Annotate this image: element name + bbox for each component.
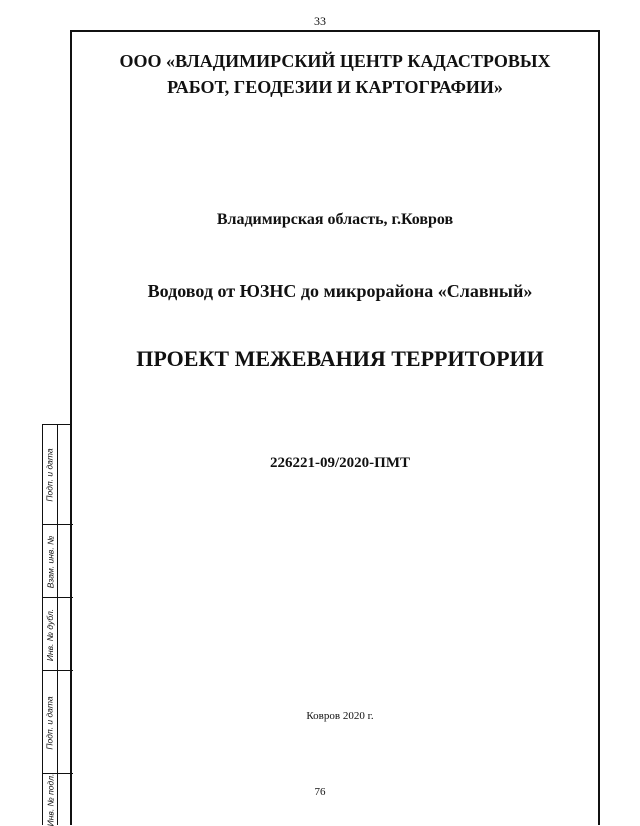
organization-name (70, 48, 600, 100)
city-year: Ковров 2020 г. (306, 710, 374, 722)
stamp-label-replacement-inv: Взам. инв. № (45, 535, 56, 588)
document-title: ПРОЕКТ МЕЖЕВАНИЯ ТЕРРИТОРИИ (136, 346, 544, 371)
organization-line-2: РАБОТ, ГЕОДЕЗИИ И КАРТОГРАФИИ» (167, 77, 503, 97)
frame-top-line (70, 30, 600, 32)
document-code: 226221-09/2020-ПМТ (270, 455, 410, 471)
frame-right-line (598, 30, 600, 825)
approval-stamp-column (42, 424, 72, 825)
stamp-label-signature-date-1: Подп. и дата (45, 448, 55, 502)
stamp-label-duplicate-inv: Инв. № дубл. (45, 608, 55, 661)
stamp-label-signature-date-2: Подп. и дата (45, 695, 55, 750)
object-name: Водовод от ЮЗНС до микрорайона «Славный» (147, 281, 533, 301)
page-number-bottom: 76 (314, 786, 326, 798)
page-number-top: 33 (314, 14, 326, 28)
stamp-label-original-inv: Инв. № подл. (45, 773, 55, 826)
region-location: Владимирская область, г.Ковров (216, 211, 454, 228)
organization-line-1: ООО «ВЛАДИМИРСКИЙ ЦЕНТР КАДАСТРОВЫХ (119, 51, 551, 71)
